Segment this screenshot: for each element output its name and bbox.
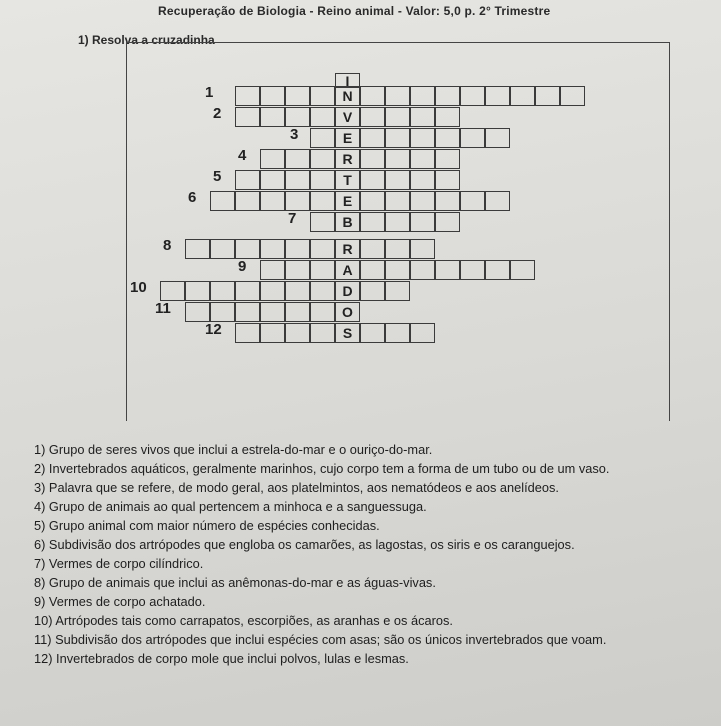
crossword-cell[interactable]	[260, 149, 285, 169]
crossword-cell[interactable]	[410, 191, 435, 211]
clue-item: 7) Vermes de corpo cilíndrico.	[34, 556, 204, 571]
crossword-cell[interactable]	[435, 170, 460, 190]
crossword-cell[interactable]	[235, 323, 260, 343]
crossword-cell[interactable]	[285, 86, 310, 106]
crossword-cell[interactable]	[235, 239, 260, 259]
crossword-cell[interactable]	[310, 260, 335, 280]
clue-item: 9) Vermes de corpo achatado.	[34, 594, 206, 609]
crossword-cell[interactable]	[410, 86, 435, 106]
crossword-cell[interactable]	[185, 239, 210, 259]
crossword-cell[interactable]	[385, 239, 410, 259]
crossword-cell[interactable]	[310, 149, 335, 169]
crossword-cell[interactable]	[310, 323, 335, 343]
crossword-cell[interactable]	[210, 191, 235, 211]
crossword-cell[interactable]	[260, 239, 285, 259]
crossword-cell[interactable]	[410, 128, 435, 148]
crossword-key-cell[interactable]: T	[335, 170, 360, 190]
crossword-key-cell[interactable]: N	[335, 86, 360, 106]
crossword-key-cell[interactable]: A	[335, 260, 360, 280]
crossword-key-cell[interactable]: V	[335, 107, 360, 127]
crossword-cell[interactable]	[310, 191, 335, 211]
crossword-cell[interactable]	[260, 86, 285, 106]
crossword-cell[interactable]	[285, 170, 310, 190]
crossword-cell[interactable]	[435, 212, 460, 232]
clue-number: 6	[188, 189, 197, 206]
crossword-cell[interactable]	[285, 260, 310, 280]
crossword-cell[interactable]	[285, 107, 310, 127]
crossword-cell[interactable]	[385, 107, 410, 127]
crossword-cell[interactable]	[385, 323, 410, 343]
crossword-key-cell[interactable]: O	[335, 302, 360, 322]
crossword-cell[interactable]	[435, 128, 460, 148]
crossword-cell[interactable]	[210, 281, 235, 301]
crossword-cell[interactable]	[210, 239, 235, 259]
crossword-cell[interactable]	[485, 191, 510, 211]
crossword-cell[interactable]	[310, 239, 335, 259]
crossword-cell[interactable]	[310, 107, 335, 127]
crossword-cell[interactable]	[485, 260, 510, 280]
crossword-cell[interactable]	[285, 149, 310, 169]
crossword-cell[interactable]	[285, 302, 310, 322]
crossword-cell[interactable]	[310, 170, 335, 190]
crossword-cell[interactable]	[285, 239, 310, 259]
crossword-cell[interactable]	[285, 281, 310, 301]
crossword-cell[interactable]	[360, 107, 385, 127]
crossword-cell[interactable]	[310, 281, 335, 301]
clue-number: 2	[213, 105, 222, 122]
crossword-cell[interactable]	[360, 86, 385, 106]
crossword-cell[interactable]	[410, 260, 435, 280]
clue-number: 1	[205, 84, 214, 101]
crossword-cell[interactable]	[160, 281, 185, 301]
crossword-cell[interactable]	[460, 86, 485, 106]
crossword-cell[interactable]	[260, 323, 285, 343]
crossword-cell[interactable]	[410, 212, 435, 232]
instruction-text: 1) Resolva a cruzadinha	[78, 33, 215, 47]
crossword-cell[interactable]	[360, 128, 385, 148]
crossword-cell[interactable]	[385, 149, 410, 169]
crossword-cell[interactable]	[410, 107, 435, 127]
clue-number: 11	[155, 300, 171, 317]
clue-item: 11) Subdivisão dos artrópodes que inclui espécies com asas; são os únicos invertebrados que voam.	[34, 632, 607, 647]
crossword-key-cell[interactable]: D	[335, 281, 360, 301]
crossword-cell[interactable]	[410, 239, 435, 259]
crossword-cell[interactable]	[235, 281, 260, 301]
clues-list	[34, 440, 714, 668]
crossword-cell[interactable]	[485, 86, 510, 106]
crossword-key-cell[interactable]: E	[335, 191, 360, 211]
crossword-cell[interactable]	[185, 302, 210, 322]
clue-number: 8	[163, 237, 172, 254]
crossword-cell[interactable]	[485, 128, 510, 148]
crossword-cell[interactable]	[360, 239, 385, 259]
crossword-cell[interactable]	[185, 281, 210, 301]
crossword-cell[interactable]	[260, 191, 285, 211]
clue-item: 5) Grupo animal com maior número de espécies conhecidas.	[34, 518, 380, 533]
crossword-cell[interactable]	[535, 86, 560, 106]
clue-item: 12) Invertebrados de corpo mole que inclui polvos, lulas e lesmas.	[34, 651, 409, 666]
clue-number: 5	[213, 168, 222, 185]
crossword-cell[interactable]	[460, 191, 485, 211]
clue-number: 9	[238, 258, 247, 275]
crossword-cell[interactable]	[310, 302, 335, 322]
crossword-cell[interactable]	[310, 86, 335, 106]
crossword-cell[interactable]	[210, 302, 235, 322]
worksheet-header: Recuperação de Biologia - Reino animal - Valor: 5,0 p. 2° Trimestre	[158, 4, 551, 18]
clue-number: 3	[290, 126, 299, 143]
crossword-cell[interactable]	[435, 86, 460, 106]
crossword-cell[interactable]	[385, 281, 410, 301]
clue-item: 1) Grupo de seres vivos que inclui a estrela-do-mar e o ouriço-do-mar.	[34, 442, 433, 457]
crossword-cell[interactable]	[360, 260, 385, 280]
crossword-cell[interactable]	[360, 281, 385, 301]
clue-item: 10) Artrópodes tais como carrapatos, escorpiões, as aranhas e os ácaros.	[34, 613, 453, 628]
crossword-cell[interactable]	[235, 86, 260, 106]
crossword-cell[interactable]	[235, 170, 260, 190]
crossword-cell[interactable]	[235, 107, 260, 127]
crossword-cell[interactable]	[435, 191, 460, 211]
crossword-cell[interactable]	[510, 86, 535, 106]
crossword-cell[interactable]	[385, 212, 410, 232]
crossword-cell[interactable]	[385, 170, 410, 190]
crossword-key-cell[interactable]: S	[335, 323, 360, 343]
crossword-cell[interactable]	[260, 170, 285, 190]
clue-item: 4) Grupo de animais ao qual pertencem a minhoca e a sanguessuga.	[34, 499, 427, 514]
clue-number: 7	[288, 210, 297, 227]
clue-item: 8) Grupo de animais que inclui as anêmonas-do-mar e as águas-vivas.	[34, 575, 436, 590]
crossword-key-cell[interactable]: R	[335, 239, 360, 259]
crossword-cell[interactable]	[310, 128, 335, 148]
crossword-key-cell[interactable]: I	[335, 73, 360, 88]
crossword-cell[interactable]	[285, 191, 310, 211]
crossword-cell[interactable]	[460, 128, 485, 148]
crossword-cell[interactable]	[285, 323, 310, 343]
crossword-cell[interactable]	[385, 128, 410, 148]
crossword-cell[interactable]	[235, 191, 260, 211]
crossword-cell[interactable]	[235, 302, 260, 322]
clue-number: 12	[205, 321, 222, 338]
clue-item: 6) Subdivisão dos artrópodes que engloba os camarões, as lagostas, os siris e os caranguejos.	[34, 537, 575, 552]
crossword-key-cell[interactable]: B	[335, 212, 360, 232]
crossword-key-cell[interactable]: R	[335, 149, 360, 169]
crossword-cell[interactable]	[460, 260, 485, 280]
crossword-cell[interactable]	[385, 86, 410, 106]
crossword-cell[interactable]	[260, 281, 285, 301]
crossword-cell[interactable]	[360, 149, 385, 169]
crossword-cell[interactable]	[385, 260, 410, 280]
crossword-cell[interactable]	[410, 149, 435, 169]
crossword-cell[interactable]	[360, 323, 385, 343]
crossword-cell[interactable]	[260, 260, 285, 280]
crossword-cell[interactable]	[260, 107, 285, 127]
clue-item: 2) Invertebrados aquáticos, geralmente marinhos, cujo corpo tem a forma de um tubo ou de um vaso.	[34, 461, 610, 476]
crossword-cell[interactable]	[410, 323, 435, 343]
crossword-cell[interactable]	[360, 170, 385, 190]
crossword-cell[interactable]	[435, 260, 460, 280]
crossword-cell[interactable]	[435, 107, 460, 127]
crossword-cell[interactable]	[560, 86, 585, 106]
clue-number: 4	[238, 147, 247, 164]
crossword-cell[interactable]	[260, 302, 285, 322]
crossword-cell[interactable]	[360, 191, 385, 211]
crossword-cell[interactable]	[310, 212, 335, 232]
crossword-cell[interactable]	[360, 212, 385, 232]
crossword-cell[interactable]	[510, 260, 535, 280]
clue-number: 10	[130, 279, 147, 296]
crossword-cell[interactable]	[410, 170, 435, 190]
crossword-cell[interactable]	[385, 191, 410, 211]
crossword-key-cell[interactable]: E	[335, 128, 360, 148]
clue-item: 3) Palavra que se refere, de modo geral, aos platelmintos, aos nematódeos e aos anelídeos.	[34, 480, 559, 495]
crossword-cell[interactable]	[435, 149, 460, 169]
